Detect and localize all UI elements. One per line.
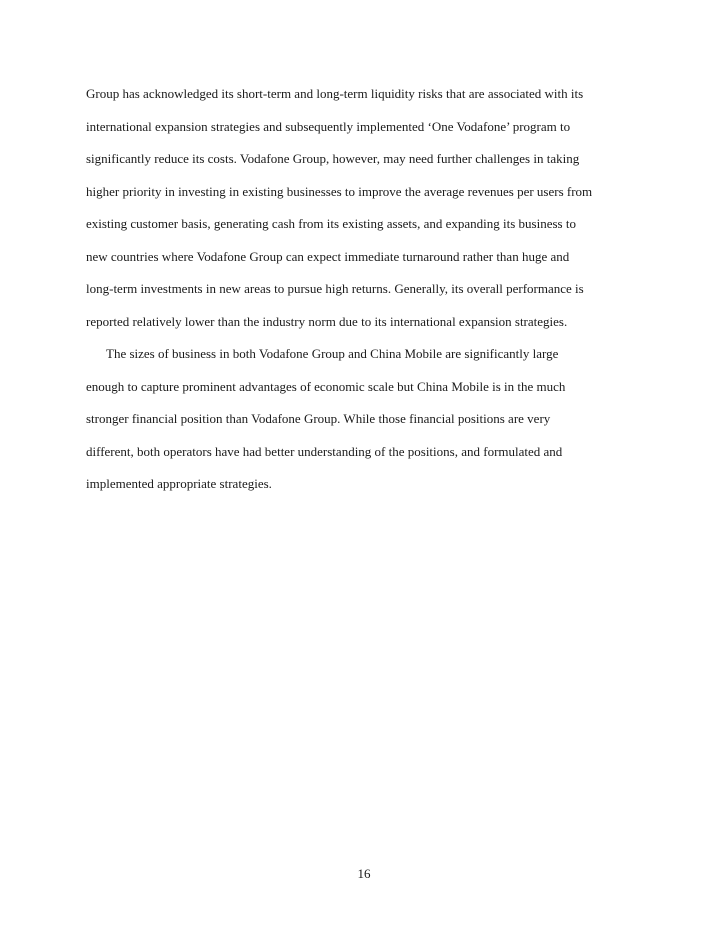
text-line: enough to capture prominent advantages of economic scale but China Mobile is in the much — [86, 378, 566, 394]
text-line: reported relatively lower than the industry norm due to its international expansion strategies. — [86, 313, 568, 329]
text-line: long-term investments in new areas to pursue high returns. Generally, its overall performance is — [86, 281, 584, 296]
text-line: higher priority in investing in existing businesses to improve the average revenues per users from — [86, 183, 593, 199]
text-line: international expansion strategies and subsequently implemented ‘One Vodafone’ program to — [86, 118, 571, 134]
paragraph-2 — [86, 340, 654, 503]
text-line: significantly reduce its costs. Vodafone Group, however, may need further challenges in taking — [86, 151, 580, 166]
text-line: Group has acknowledged its short-term and long-term liquidity risks that are associated with its — [86, 86, 584, 101]
paragraph-1 — [86, 80, 654, 340]
page-number: 16 — [357, 866, 371, 881]
text-line: new countries where Vodafone Group can expect immediate turnaround rather than huge and — [86, 248, 570, 264]
text-line: implemented appropriate strategies. — [86, 476, 272, 491]
text-line: different, both operators have had better understanding of the positions, and formulated and — [86, 443, 563, 459]
text-line: stronger financial position than Vodafone Group. While those financial positions are very — [86, 411, 551, 426]
text-line: existing customer basis, generating cash from its existing assets, and expanding its business to — [86, 216, 576, 231]
body-text — [86, 80, 654, 503]
text-line: The sizes of business in both Vodafone Group and China Mobile are significantly large — [106, 346, 559, 361]
